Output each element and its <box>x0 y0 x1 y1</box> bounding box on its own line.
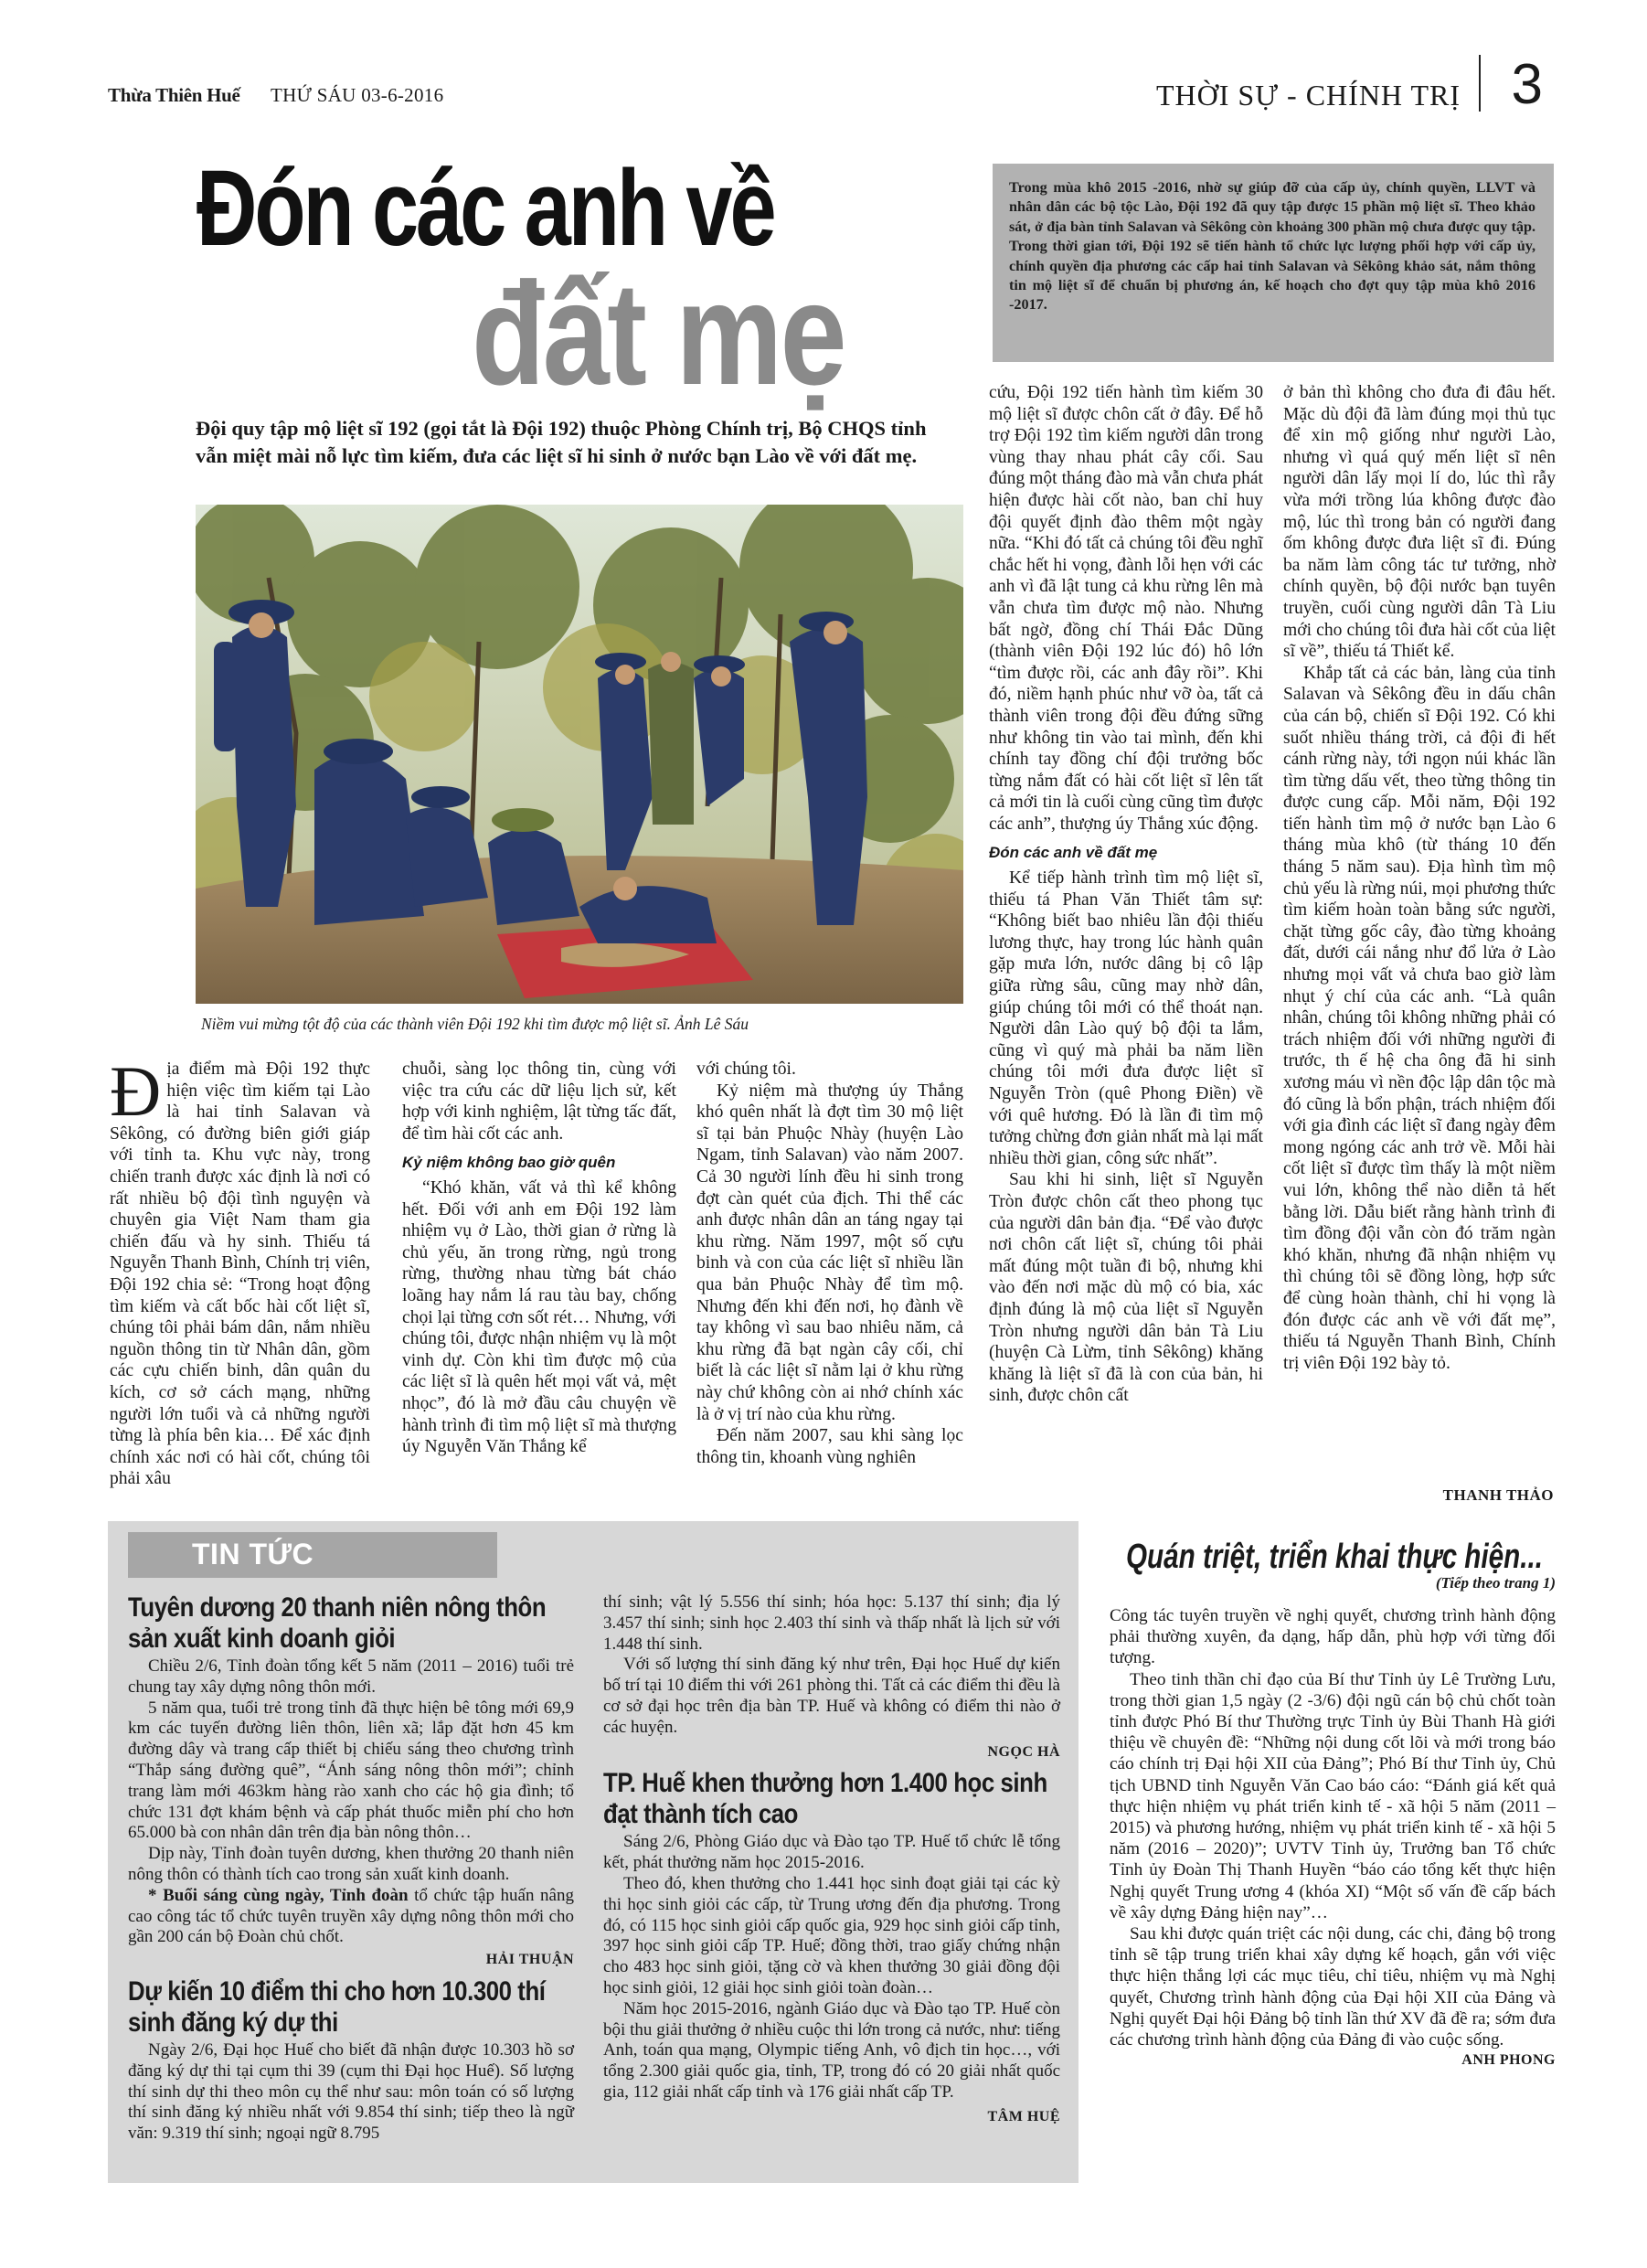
feature-title-line1: Đón các anh về <box>197 148 774 269</box>
feature-byline: THANH THẢO <box>1442 1486 1554 1504</box>
col3-paragraph: Đến năm 2007, sau khi sàng lọc thông tin, khoanh vùng nghiên <box>696 1426 963 1467</box>
news-label: TIN TỨC <box>192 1538 314 1571</box>
continued-note: (Tiếp theo trang 1) <box>1435 1574 1556 1592</box>
news-item3-byline: TÂM HUỆ <box>987 2108 1060 2124</box>
news-item3-title: TP. Huế khen thưởng hơn 1.400 học sinh đạt thành tích cao <box>603 1768 1047 1830</box>
continued-article <box>1110 1536 1556 2069</box>
col4-paragraph: Sau khi hi sinh, liệt sĩ Nguyễn Tròn được chôn cất theo phong tục của người dân bản địa. “Để vào được nơi chôn cất liệt sĩ, chúng tôi phải mất đúng một tuần đi bộ, nhưng khi vào đến nơi mặc dù mộ có bia, xác định đúng là mộ của liệt sĩ Nguyễn Tròn nhưng người dân bản Tà Liu (huyện Cà Lừm, tỉnh Sêkông) khăng khăng là liệt sĩ đã là con của bản, hi sinh, được chôn cất <box>989 1170 1263 1406</box>
feature-column-3 <box>696 1059 963 1468</box>
col2-paragraph: chuỗi, sàng lọc thông tin, cùng với việc tra cứu các dữ liệu lịch sử, kết hợp với kinh nghiệm, lật từng tấc đất, để tìm hài cốt các anh. <box>402 1059 676 1144</box>
continued-title: Quán triệt, triển khai thực hiện... <box>1126 1538 1543 1576</box>
news-item1-paragraph: 5 năm qua, tuổi trẻ trong tỉnh đã thực hiện bê tông mới 69,9 km các tuyến đường liên thôn, liên xã; lắp đặt hơn 45 km đường dây và trang cấp thiết bị chiếu sáng theo chương trình “Thắp sáng đường quê”, “Ánh sáng nông thôn mới”; chỉnh trang làm mới 463km hàng rào xanh cho các hộ gia đình; tổ chức 131 đợt khám bệnh và cấp phát thuốc miễn phí cho hơn 65.000 bà con nhân dân trên địa bàn nông thôn… <box>128 1698 574 1843</box>
paper-name: Thừa Thiên Huế <box>108 84 240 106</box>
col2-paragraph: “Khó khăn, vất vả thì kể không hết. Đối với anh em Đội 192 làm nhiệm vụ ở Lào, thời gian ở rừng là chủ yếu, ăn trong rừng, ngủ trong rừng, thường nhau từng bát cháo loãng hay nắm lá rau tàu bay, chống chọi lại từng cơn sốt rét… Nhưng, với chúng tôi, được nhận nhiệm vụ là một vinh dự. Còn khi tìm được mộ của các liệt sĩ là quên hết mọi vất vả, mệt nhọc”, đó là mở đầu câu chuyện về hành trình đi tìm mộ liệt sĩ mà thượng úy Nguyễn Văn Thắng kể <box>402 1177 676 1457</box>
feature-photo <box>196 505 963 1004</box>
col5-paragraph: ở bản thì không cho đưa đi đâu hết. Mặc dù đội đã làm đúng mọi thủ tục để xin mộ giống như người Lào, nhưng vì quá quý mến liệt sĩ nên người dân lấy mọi lí do, lúc thì rẫy vừa mới trồng lúa không được đào mộ, lúc thì trong bản có người đang ốm không được đưa liệt sĩ đi. Đúng ba năm làm công tác tư tưởng, nhờ chính quyền, bộ đội nước bạn tuyên truyền, cuối cùng người dân Tà Liu mới cho chúng tôi đưa hài cốt của liệt sĩ về”, thiếu tá Thiết kể. <box>1283 383 1556 662</box>
feature-lead: Đội quy tập mộ liệt sĩ 192 (gọi tắt là Đội 192) thuộc Phòng Chính trị, Bộ CHQS tỉnh vẫn miệt mài nỗ lực tìm kiếm, đưa các liệt sĩ hi sinh ở nước bạn Lào về với đất mẹ. <box>196 417 927 467</box>
continued-paragraph: Công tác tuyên truyền về nghị quyết, chương trình hành động phải thường xuyên, đa dạng, hấp dẫn, phù hợp với từng đối tượng. <box>1110 1606 1556 1668</box>
news-item1-paragraph: tổ chức tập huấn nâng cao công tác tổ chức tuyên truyền xây dựng nông thôn mới cho gần 200 cán bộ Đoàn chủ chốt. <box>128 1885 574 1947</box>
header-divider <box>1479 55 1481 112</box>
feature-column-1 <box>110 1051 370 1490</box>
feature-column-2 <box>402 1059 676 1458</box>
col1-text: ịa điểm mà Đội 192 thực hiện việc tìm kiếm tại Lào là hai tỉnh Salavan và Sêkông, có đường biên giới giáp với tỉnh ta. Khu vực này, trong chiến tranh được xác định là nơi có rất nhiều bộ đội tình nguyện và chuyên gia Việt Nam tham gia chiến đấu và hy sinh. Thiếu tá Nguyễn Thanh Bình, Chính trị viên, Đội 192 chia sẻ: “Trong hoạt động tìm kiếm và cất bốc hài cốt liệt sĩ, chúng tôi phải bám dân, nắm nhiều nguồn thông tin từ Nhân dân, gồm các cựu chiến binh, dân quân du kích, cơ sở cách mạng, những người lớn tuổi và cả những người từng là phía bên kia… Để xác định chính xác nơi có hài cốt, chúng tôi phải xâu <box>110 1059 370 1489</box>
news-label-bar <box>128 1532 497 1578</box>
news-item2-paragraph: Ngày 2/6, Đại học Huế cho biết đã nhận được 10.303 hồ sơ đăng ký dự thi tại cụm thi 39 (cụm thi Đại học Huế). Số lượng thí sinh dự thi theo môn cụ thể như sau: môn toán có số lượng thí sinh đăng ký nhiều nhất với 9.854 thí sinh; tiếp theo là ngữ văn: 9.319 thí sinh; ngoại ngữ 8.795 <box>128 2039 574 2144</box>
news-column-right <box>603 1592 1060 2128</box>
page-header <box>108 55 1552 119</box>
section-name: THỜI SỰ - CHÍNH TRỊ <box>1156 79 1461 112</box>
continued-paragraph: Sau khi được quán triệt các nội dung, các chi, đảng bộ trong tỉnh sẽ tập trung triển khai xây dựng kế hoạch, gắn với việc thực hiện thắng lợi các mục tiêu, chỉ tiêu, nhiệm vụ mà Nghị quyết, Chương trình hành động của Đại hội XII của Đảng và Nghị quyết Đại hội Đảng bộ tỉnh lần thứ XV đã đề ra; sớm đưa các chương trình hành động của Đảng đi vào cuộc sống. <box>1110 1924 1556 2050</box>
col3-paragraph: Kỷ niệm mà thượng úy Thắng khó quên nhất là đợt tìm 30 mộ liệt sĩ tại bản Phuộc Nhày (huyện Lào Ngam, tỉnh Salavan) vào năm 2007. Cả 30 người lính đều hi sinh trong đợt càn quét của địch. Thi thể các anh được nhân dân an táng ngay tại khu rừng. Năm 1997, một số cựu binh và con của các liệt sĩ nhiều lần qua bản Phuộc Nhày để tìm mộ. Nhưng đến khi đến nơi, họ đành về tay không vì sau bao nhiêu năm, cả khu rừng đã bạt ngàn cây cối, chỉ biết là các liệt sĩ nằm lại ở khu rừng này chứ không còn ai nhớ chính xác là ở vị trí nào của khu rừng. <box>696 1081 963 1424</box>
photo-caption: Niềm vui mừng tột độ của các thành viên Đội 192 khi tìm được mộ liệt sĩ. Ảnh Lê Sáu <box>201 1015 749 1033</box>
col2-subhead: Kỷ niệm không bao giờ quên <box>402 1154 616 1172</box>
drop-cap: Đ <box>110 1051 162 1131</box>
news-item2-byline: NGỌC HÀ <box>987 1743 1060 1760</box>
news-item1-bold-lead: * Buổi sáng cùng ngày, Tỉnh đoàn <box>148 1885 409 1905</box>
feature-column-5 <box>1283 382 1556 1374</box>
feature-sidebar-box <box>993 164 1554 362</box>
col5-paragraph: Khắp tất cả các bản, làng của tỉnh Salavan và Sêkông đều in dấu chân của cán bộ, chiến sĩ Đội 192. Có khi suốt nhiều tháng trời, cả đội đi hết cánh rừng này, tới ngọn núi khác lần tìm từng dấu vết, theo từng thông tin được cung cấp. Mỗi năm, Đội 192 tiến hành tìm mộ ở nước bạn Lào 6 tháng mùa khô (từ tháng 10 đến tháng 5 năm sau). Địa hình tìm mộ chủ yếu là rừng núi, mọi phương thức tìm kiếm hoàn toàn bằng sức người, chặt từng gốc cây, đào từng khoảng đất, dưới cái nắng như đổ lửa ở Lào nhưng mọi vất vả chưa bao giờ làm nhụt ý chí của các anh. “Là quân nhân, chúng tôi không những phải có trách nhiệm đối với những người đi trước, th ế hệ cha ông đã hi sinh xương máu vì nền độc lập dân tộc mà đó cũng là bổn phận, trách nhiệm đối với gia đình các liệt sĩ đang ngày đêm mong ngóng các anh trở về. Mỗi hài cốt liệt sĩ được tìm thấy là một niềm vui lớn, không thể nào diễn tả hết bằng lời. Dẫu biết rằng hành trình đi tìm đồng đội vẫn còn đó trăm ngàn khó khăn, nhưng đã nhận nhiệm vụ thì chúng tôi sẽ đồng lòng, hợp sức để cùng hoàn thành, chỉ hi vọng là đón được các anh về với đất mẹ”, thiếu tá Nguyễn Thanh Bình, Chính trị viên Đội 192 bày tỏ. <box>1283 663 1556 1373</box>
news-item1-byline: HẢI THUẬN <box>485 1952 574 1968</box>
news-item3-paragraph: Sáng 2/6, Phòng Giáo dục và Đào tạo TP. Huế tổ chức lễ tổng kết, phát thưởng năm học 2015-2016. <box>603 1832 1060 1873</box>
feature-column-4 <box>989 382 1263 1407</box>
sidebar-text: Trong mùa khô 2015 -2016, nhờ sự giúp đỡ của cấp ủy, chính quyền, LLVT và nhân dân các bộ tộc Lào, Đội 192 đã quy tập được 15 phần mộ liệt sĩ. Theo khảo sát, ở địa bàn tỉnh Salavan và Sêkông còn khoảng 300 phần mộ chưa được quy tập. Trong thời gian tới, Đội 192 sẽ tiến hành tổ chức lực lượng phối hợp với cấp ủy, chính quyền địa phương các cấp hai tỉnh Salavan và Sêkông khảo sát, nắm thông tin mộ liệt sĩ để chuẩn bị phương án, kế hoạch cho đợt quy tập mùa khô 2016 -2017. <box>1009 179 1535 314</box>
col3-paragraph: với chúng tôi. <box>696 1059 796 1079</box>
col4-paragraph: cứu, Đội 192 tiến hành tìm kiếm 30 mộ liệt sĩ được chôn cất ở đây. Để hỗ trợ Đội 192 tìm kiếm người dân trong vùng thay nhau phát cây cối. Sau đúng một tháng đào mà vẫn chưa phát hiện được hài cốt nào, ban chỉ huy đội quyết định đào thêm một ngày nữa. “Khi đó tất cả chúng tôi đều nghĩ chắc hết hi vọng, đành lỗi hẹn với các anh vì đã lật tung cả khu rừng lên mà vẫn chưa tìm được mộ nào. Nhưng bất ngờ, đồng chí Thái Đắc Dũng (thành viên Đội 192 lúc đó) hô lớn “tìm được rồi, các anh đây rồi”. Khi đó, niềm hạnh phúc như vỡ òa, tất cả thành viên trong đội đều đứng sững như không tin vào tai mình, đến khi chính tay đồng chí đội trưởng bốc từng nắm đất có hài cốt liệt sĩ lên tất cả mới tin là cuối cùng cũng tìm được các anh”, thượng úy Thắng xúc động. <box>989 383 1263 834</box>
news-item1-title: Tuyên dương 20 thanh niên nông thôn sản xuất kinh doanh giỏi <box>128 1592 547 1654</box>
page-number: 3 <box>1511 53 1543 116</box>
news-item2-paragraph: Với số lượng thí sinh đăng ký như trên, Đại học Huế dự kiến bố trí tại 10 điểm thi với 261 phòng thi. Tất cả các điểm thi đều là cơ sở đại học trên địa bàn TP. Huế và không có điểm thi nào ở các huyện. <box>603 1655 1060 1737</box>
col4-subhead: Đón các anh về đất mẹ <box>989 844 1158 862</box>
news-item1-paragraph: Dịp này, Tỉnh đoàn tuyên dương, khen thưởng 20 thanh niên nông thôn có thành tích cao trong sản xuất kinh doanh. <box>128 1844 574 1884</box>
feature-title-line2: đất mẹ <box>472 251 845 415</box>
news-item3-paragraph: Theo đó, khen thưởng cho 1.441 học sinh đoạt giải tại các kỳ thi học sinh giỏi các cấp, từ Trung ương đến địa phương. Trong đó, có 115 học sinh giỏi cấp quốc gia, 929 học sinh giỏi cấp tỉnh, 397 học sinh giỏi cấp TP. Huế; đồng thời, trao giấy chứng nhận cho 483 học sinh giỏi, tặng cờ và khen thưởng 30 giải đồng đội học sinh giỏi, 12 giải học sinh giỏi toàn đoàn… <box>603 1873 1060 1997</box>
news-item1-paragraph: Chiều 2/6, Tỉnh đoàn tổng kết 5 năm (2011 – 2016) tuổi trẻ chung tay xây dựng nông thôn mới. <box>128 1656 574 1697</box>
soldiers-photo <box>196 505 963 1004</box>
news-item2-paragraph: thí sinh; vật lý 5.556 thí sinh; hóa học: 5.137 thí sinh; địa lý 3.457 thí sinh; sinh học 2.403 thí sinh và thấp nhất là lịch sử với 1.448 thí sinh. <box>603 1592 1060 1654</box>
news-item2-title: Dự kiến 10 điểm thi cho hơn 10.300 thí sinh đăng ký dự thi <box>128 1975 546 2038</box>
news-item3-paragraph: Năm học 2015-2016, ngành Giáo dục và Đào tạo TP. Huế còn bội thu giải thưởng ở nhiều cuộc thi lớn trong cả nước, như: tiếng Anh, toán qua mạng, Olympic tiếng Anh, vô địch tin học…, với tổng 2.300 giải quốc gia, tỉnh, TP, trong đó có 20 giải nhất quốc gia, 112 giải nhất cấp tỉnh và 176 giải nhất cấp TP. <box>603 1998 1060 2102</box>
news-column-left <box>128 1592 574 2145</box>
col4-paragraph: Kể tiếp hành trình tìm mộ liệt sĩ, thiếu tá Phan Văn Thiết tâm sự: “Không biết bao nhiêu lần đội thiếu lương thực, hay trong lúc hành quân gặp mưa lớn, nước dâng bị cô lập giữa rừng sâu, cũng may nhờ dân, giúp chúng tôi mới có thể thoát nạn. Người dân Lào quý bộ đội ta lắm, cũng vì quý mà phải ba năm liền chúng tôi mới đưa được liệt sĩ Nguyễn Tròn (quê Phong Điền) về với quê hương. Đó là lần đi tìm mộ tưởng chừng đơn giản nhất mà lại mất nhiều thời gian, công sức nhất”. <box>989 868 1263 1168</box>
issue-date: THỨ SÁU 03-6-2016 <box>271 84 444 106</box>
continued-byline: ANH PHONG <box>1461 2052 1556 2069</box>
continued-paragraph: Theo tinh thần chỉ đạo của Bí thư Tỉnh ủy Lê Trường Lưu, trong thời gian 1,5 ngày (2 -3/6) đội ngũ cán bộ chủ chốt toàn tỉnh được Phó Bí thư Thường trực Tỉnh ủy Bùi Thanh Hà giới thiệu về chuyên đề: “Những nội dung cốt lõi và mới trong báo cáo chính trị Đại hội XII của Đảng”; Phó Bí thư Tỉnh ủy, Chủ tịch UBND tỉnh Nguyễn Văn Cao báo cáo: “Đánh giá kết quả thực hiện nhiệm vụ phát triển kinh tế - xã hội 5 năm (2011 – 2015) và phương hướng, nhiệm vụ phát triển kinh tế - xã hội 5 năm (2016 – 2020)”; UVTV Tỉnh ủy, Trưởng ban Tổ chức Tỉnh ủy Đoàn Thị Thanh Huyền “báo cáo tổng kết thực hiện Nghị quyết Trung ương 4 (khóa XI) “Một số vấn đề cấp bách về xây dựng Đảng hiện nay”… <box>1110 1669 1556 1922</box>
